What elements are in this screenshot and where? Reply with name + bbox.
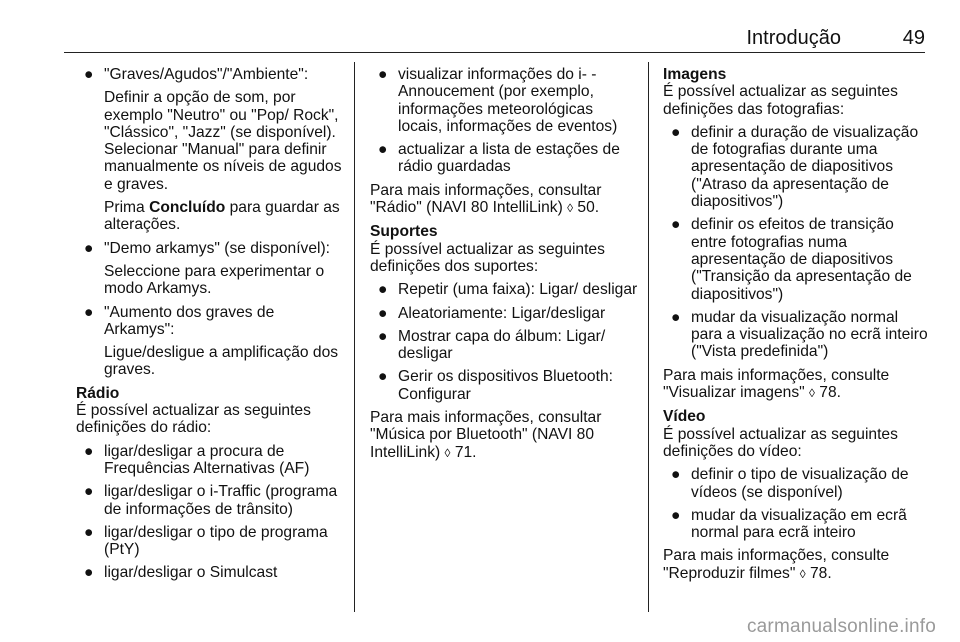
item-title: "Demo arkamys" (se disponível):	[104, 239, 330, 257]
bullet-icon: ●	[84, 483, 94, 501]
page-ref-icon: ◊	[799, 566, 806, 581]
list-item	[663, 309, 929, 361]
bullet-icon: ●	[84, 564, 94, 582]
note-text: Prima	[104, 199, 150, 217]
bullet-icon: ●	[671, 506, 681, 524]
list-item	[663, 216, 929, 302]
column-1	[76, 66, 348, 588]
list-item	[76, 564, 348, 581]
more-info	[370, 182, 638, 218]
bullet-icon: ●	[84, 523, 94, 541]
item-text: ligar/desligar o i-Traffic (programa de informações de trânsito)	[104, 483, 338, 518]
suportes-heading: Suportes	[370, 223, 438, 241]
list-item	[663, 507, 929, 542]
bullet-icon: ●	[671, 466, 681, 484]
bullet-icon: ●	[671, 216, 681, 234]
column-divider	[648, 62, 649, 612]
section-title: Introdução	[746, 27, 841, 49]
more-info-text: Para mais informações, consultar "Rádio" (NAVI 80 IntelliLink)	[370, 181, 602, 217]
item-text: ligar/desligar o Simulcast	[104, 564, 278, 582]
more-info-text: Para mais informações, consultar "Música por Bluetooth" (NAVI 80 IntelliLink)	[370, 409, 602, 461]
page-ref-icon: ◊	[444, 445, 451, 460]
list-item	[76, 240, 348, 298]
page-header	[64, 20, 925, 53]
concluido-label: Concluído	[149, 199, 226, 217]
bullet-icon: ●	[378, 327, 388, 345]
item-title: "Graves/Agudos"/"Ambiente":	[104, 66, 309, 83]
item-description: Definir a opção de som, por exemplo "Neutro" ou "Pop/ Rock", "Clássico", "Jazz" (se disponível). Selecionar "Manual" para definir manualmente os níveis de agudos e graves.	[104, 89, 342, 193]
more-info	[663, 547, 929, 583]
video-heading: Vídeo	[663, 408, 706, 426]
bullet-icon: ●	[84, 66, 94, 83]
imagens-intro: É possível actualizar as seguintes definições das fotografias:	[663, 83, 898, 118]
item-text: Repetir (uma faixa): Ligar/ desligar	[398, 281, 638, 299]
item-description: Seleccione para experimentar o modo Arkamys.	[104, 262, 325, 298]
list-item	[76, 304, 348, 379]
video-list	[663, 466, 929, 541]
item-text: Mostrar capa do álbum: Ligar/ desligar	[398, 327, 606, 363]
item-text: definir os efeitos de transição entre fotografias numa apresentação de diapositivos ("Transição da apresentação de diapositivos")	[691, 216, 912, 303]
item-text: ligar/desligar a procura de Frequências Alternativas (AF)	[104, 442, 310, 477]
item-text: definir o tipo de visualização de vídeos (se disponível)	[691, 466, 909, 501]
item-text: Aleatoriamente: Ligar/desligar	[398, 304, 606, 322]
list-item	[370, 368, 638, 403]
radio-heading: Rádio	[76, 384, 120, 402]
bullet-icon: ●	[671, 308, 681, 326]
radio-intro: É possível actualizar as seguintes definições do rádio:	[76, 402, 311, 437]
column-divider	[354, 62, 355, 612]
more-info	[663, 367, 929, 403]
list-item	[370, 281, 638, 298]
item-note	[104, 199, 348, 234]
radio-list	[76, 443, 348, 582]
settings-list	[76, 66, 348, 379]
suportes-intro: É possível actualizar as seguintes definições dos suportes:	[370, 240, 605, 275]
item-text: mudar da visualização em ecrã normal para ecrã inteiro	[691, 506, 907, 542]
item-text: ligar/desligar o tipo de programa (PtY)	[104, 523, 328, 559]
list-item	[76, 524, 348, 559]
list-item	[370, 66, 638, 135]
page-number: 49	[902, 27, 925, 49]
watermark: carmanualsonline.info	[746, 616, 936, 637]
list-item	[370, 328, 638, 363]
bullet-icon: ●	[378, 66, 388, 83]
list-item	[370, 305, 638, 322]
bullet-icon: ●	[378, 281, 388, 299]
list-item	[76, 483, 348, 518]
video-intro: É possível actualizar as seguintes definições do vídeo:	[663, 425, 898, 460]
list-item	[663, 466, 929, 501]
item-description: Ligue/desligue a amplificação dos graves.	[104, 344, 339, 379]
more-info-text: Para mais informações, consulte "Visualizar imagens"	[663, 366, 890, 402]
bullet-icon: ●	[378, 304, 388, 322]
item-text: mudar da visualização normal para a visualização no ecrã inteiro ("Vista predefinida")	[691, 308, 928, 361]
column-3	[663, 66, 929, 589]
more-info	[370, 409, 638, 462]
bullet-icon: ●	[84, 442, 94, 460]
item-title: "Aumento dos graves de Arkamys":	[104, 303, 275, 338]
item-text: actualizar a lista de estações de rádio guardadas	[398, 141, 620, 176]
bullet-icon: ●	[84, 239, 94, 257]
bullet-icon: ●	[378, 368, 388, 386]
bullet-icon: ●	[671, 123, 681, 141]
item-text: Gerir os dispositivos Bluetooth: Configurar	[398, 368, 613, 403]
list-item	[663, 124, 929, 210]
item-text: visualizar informações do i- -Annoucement (por exemplo, informações meteorológicas locais, informações de eventos)	[398, 66, 618, 135]
page-ref-icon: ◊	[567, 201, 574, 216]
bullet-icon: ●	[84, 303, 94, 321]
page-ref: 78.	[814, 384, 841, 402]
list-item	[370, 141, 638, 176]
column-2	[370, 66, 638, 468]
item-text: definir a duração de visualização de fotografias durante uma apresentação de diapositivos ("Atraso da apresentação de diapositivos")	[691, 123, 919, 211]
imagens-list	[663, 124, 929, 361]
list-item	[76, 443, 348, 478]
page-ref: 71.	[450, 443, 477, 461]
suportes-list	[370, 281, 638, 403]
page-ref-icon: ◊	[809, 386, 815, 401]
page-ref: 50.	[573, 199, 600, 217]
bullet-icon: ●	[378, 141, 388, 159]
list-item	[76, 66, 348, 234]
more-info-text: Para mais informações, consulte "Reproduzir filmes"	[663, 547, 890, 582]
radio-list-continued	[370, 66, 638, 176]
note-text: para guardar as alterações.	[104, 199, 340, 234]
imagens-heading: Imagens	[663, 66, 727, 83]
page-ref: 78.	[805, 564, 832, 582]
